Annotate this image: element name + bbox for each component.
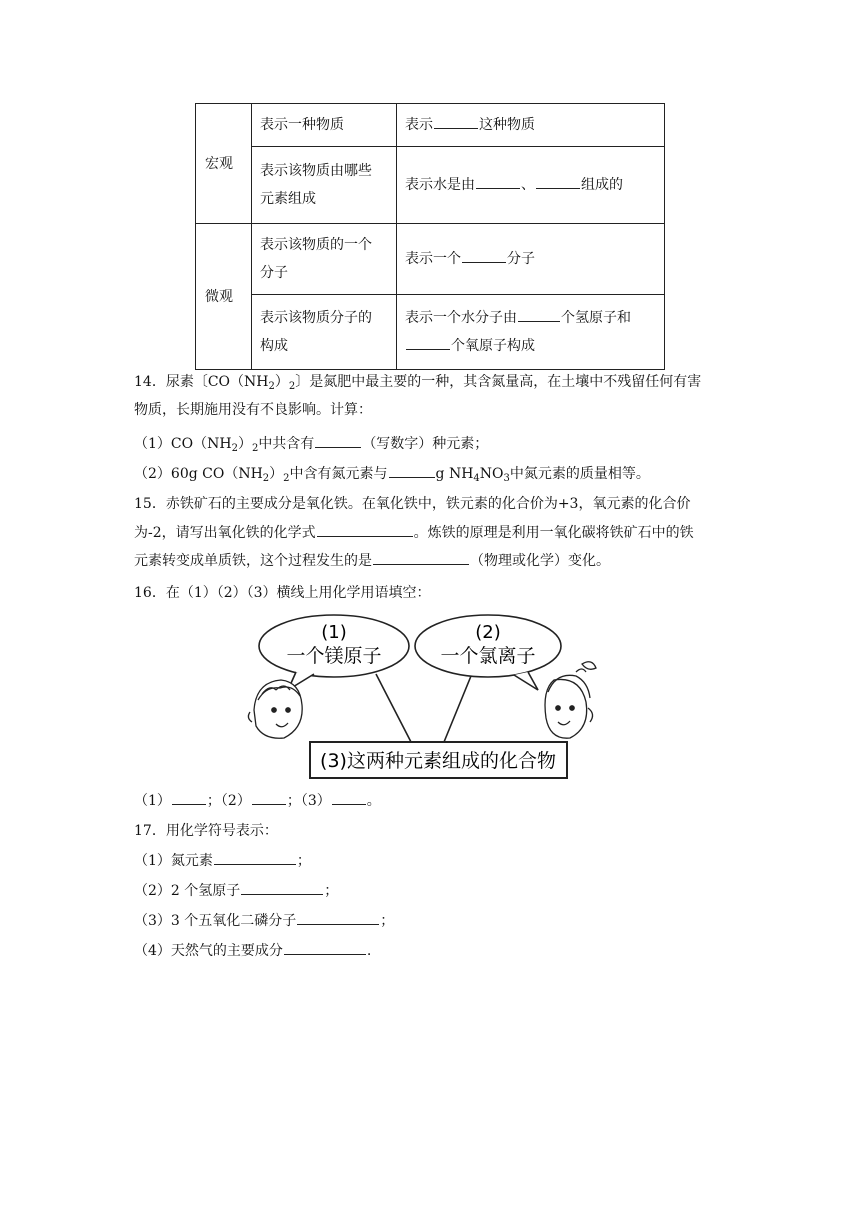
q14-blank2[interactable] [389, 461, 435, 478]
macro-micro-table [195, 103, 665, 370]
q14-line1: 14．尿素〔$CO(NH_2)_2$〕是氮肥中最主要的一种，其含氮量高，在土壤中不残留任何有害 [134, 374, 702, 392]
q15-blank2[interactable] [373, 548, 469, 565]
q17-part3: （3）3 个五氧化二磷分子 ； [134, 908, 394, 934]
row2-meaning: 表示该物质由哪些 元素组成 [252, 147, 397, 224]
cartoon-illustration [236, 610, 601, 785]
q15-blank1[interactable] [317, 520, 413, 537]
row3-meaning: 表示该物质的一个 分子 [252, 224, 397, 295]
q17-blank2[interactable] [241, 878, 323, 895]
q17-part2: （2）2 个氢原子 ； [134, 878, 338, 904]
q17-part4: （4）天然气的主要成分 . [134, 938, 371, 964]
row4-meaning: 表示该物质分子的 构成 [252, 295, 397, 370]
q16-line1: 16．在（1）（2）（3）横线上用化学用语填空： [134, 585, 431, 601]
q15-line1: 15．赤铁矿石的主要成分是氧化铁。在氧化铁中，铁元素的化合价为+3，氧元素的化合价 [134, 496, 691, 512]
compound-box-text: (3)这两种元素组成的化合物 [320, 750, 556, 772]
bubble2-number: (2) [475, 622, 501, 643]
row4-example: 表示一个水分子由 个氢原子和 个氧原子构成 [397, 295, 665, 370]
q14-line2: 物质，长期施用没有不良影响。计算： [134, 402, 372, 418]
bubble2-text: 一个氯离子 [440, 645, 536, 667]
q16-blank1[interactable] [172, 788, 206, 805]
row1-example: 表示 这种物质 [397, 104, 665, 147]
q14-part2: （2）60g $CO(NH_2)_2$中含有氮元素与 g $NH_4NO_3$中氮元素的质量相等。 [134, 461, 650, 487]
bubble1-text: 一个镁原子 [286, 645, 382, 667]
q14-part1: $(1)CO(NH_2)_2$中共含有 （写数字）种元素； [134, 431, 488, 457]
girl-drawing [545, 662, 596, 738]
q17-blank4[interactable] [284, 938, 366, 955]
row1-meaning: 表示一种物质 [252, 104, 397, 147]
row2-example: 表示水是由 、 组成的 [397, 147, 665, 224]
q17-blank3[interactable] [297, 908, 379, 925]
q16-blank2[interactable] [252, 788, 286, 805]
boy-drawing [248, 680, 302, 738]
q17-part1: （1）氮元素 ； [134, 848, 311, 874]
q14-blank1[interactable] [315, 431, 361, 448]
connector-left [376, 674, 411, 742]
connector-right [444, 676, 471, 742]
row3-example: 表示一个 分子 [397, 224, 665, 295]
q15-line2: 为-2，请写出氧化铁的化学式 。炼铁的原理是利用一氧化碳将铁矿石中的铁 [134, 520, 694, 546]
macro-label: 宏观 [196, 104, 252, 224]
q16-blank3[interactable] [332, 788, 366, 805]
bubble1-number: (1) [321, 622, 347, 643]
q15-line3: 元素转变成单质铁，这个过程发生的是 （物理或化学）变化。 [134, 548, 610, 574]
q16-answers: （1） ；（2） ；（3） 。 [134, 788, 381, 814]
bubble-tail-right [514, 672, 538, 690]
micro-label: 微观 [196, 224, 252, 370]
q17-blank1[interactable] [214, 848, 296, 865]
q17-line1: 17．用化学符号表示： [134, 823, 278, 839]
